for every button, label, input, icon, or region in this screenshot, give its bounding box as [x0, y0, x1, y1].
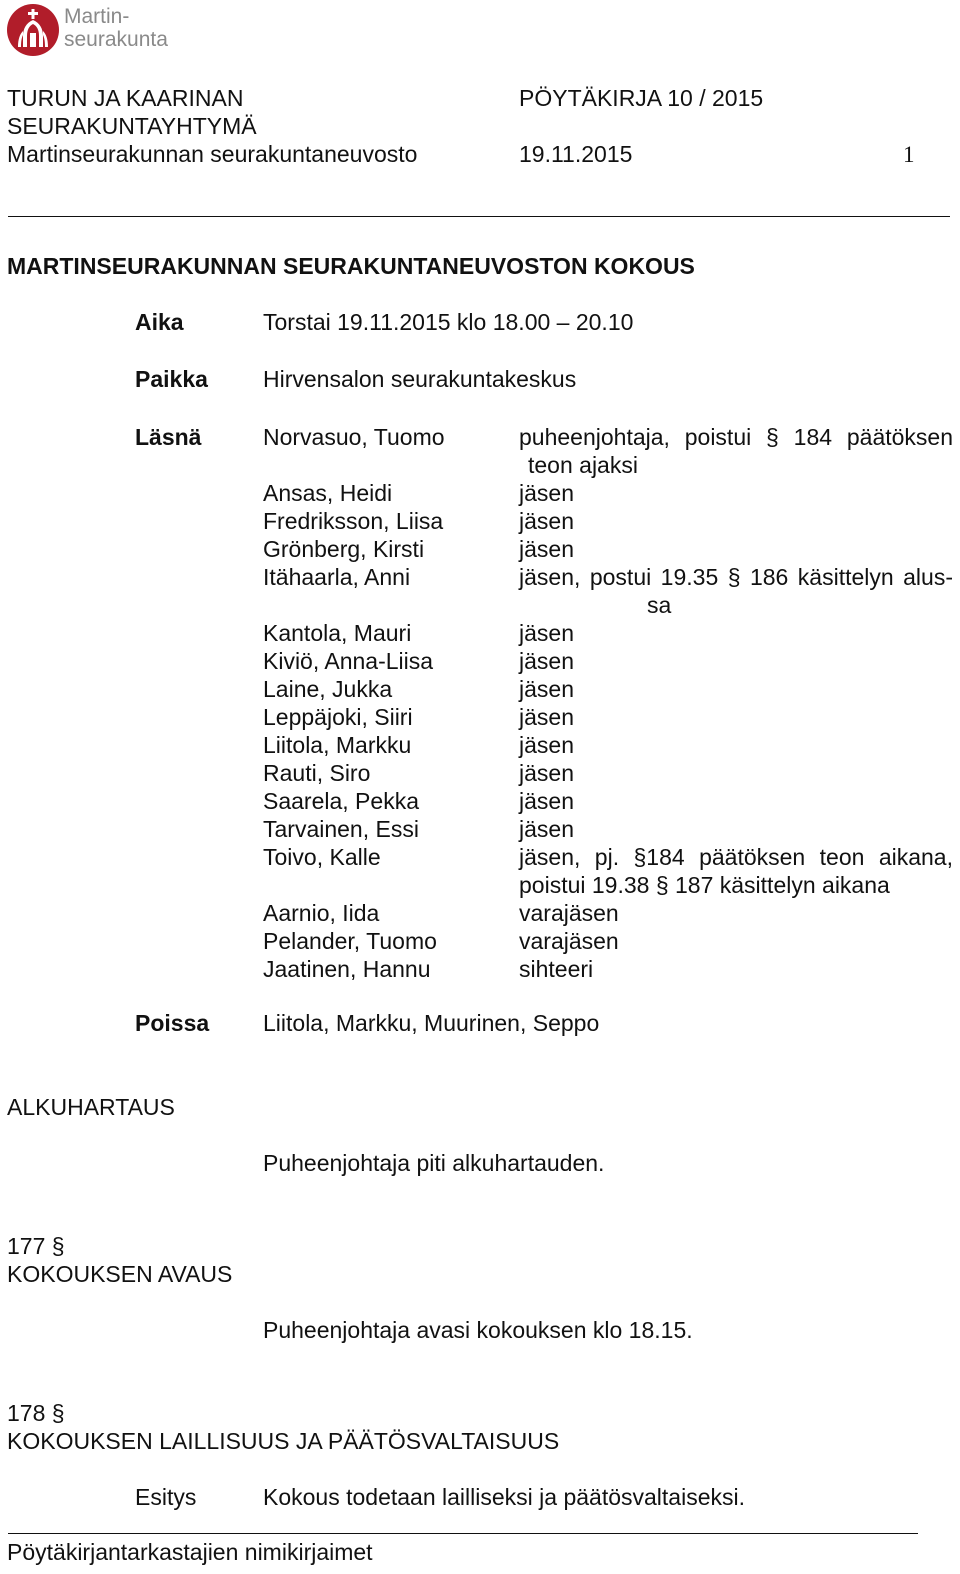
attendee-name: Tarvainen, Essi — [263, 816, 419, 842]
section-178-text: Kokous todetaan lailliseksi ja päätösvaltaiseksi. — [263, 1484, 745, 1510]
martinseurakunta-logo-icon — [6, 3, 60, 57]
attendee-role: jäsen, pj. §184 päätöksen teon aikana, — [519, 844, 953, 870]
attendee-role: jäsen — [519, 704, 574, 730]
section-178-label: Esitys — [135, 1484, 197, 1510]
poissa-label: Poissa — [135, 1010, 210, 1036]
aika-value: Torstai 19.11.2015 klo 18.00 – 20.10 — [263, 309, 634, 335]
document-title: PÖYTÄKIRJA 10 / 2015 — [519, 85, 764, 111]
paikka-value: Hirvensalon seurakuntakeskus — [263, 366, 577, 392]
attendee-name: Laine, Jukka — [263, 676, 393, 702]
attendee-name: Fredriksson, Liisa — [263, 508, 444, 534]
attendee-role: jäsen — [519, 676, 574, 702]
document-date: 19.11.2015 — [519, 141, 633, 167]
attendee-role: jäsen — [519, 536, 574, 562]
attendee-name: Rauti, Siro — [263, 760, 371, 786]
attendee-role-continued: poistui 19.38 § 187 käsittelyn aikana — [519, 872, 890, 898]
attendee-name: Leppäjoki, Siiri — [263, 704, 413, 730]
header-divider — [8, 216, 950, 217]
attendee-role: varajäsen — [519, 928, 619, 954]
attendee-name: Toivo, Kalle — [263, 844, 381, 870]
page-number: 1 — [903, 142, 915, 167]
logo-text-line1: Martin- — [64, 5, 130, 28]
governing-body: Martinseurakunnan seurakuntaneuvosto — [7, 141, 418, 167]
attendee-name: Kantola, Mauri — [263, 620, 412, 646]
attendee-role: jäsen — [519, 760, 574, 786]
attendee-name: Itähaarla, Anni — [263, 564, 411, 590]
attendee-name: Grönberg, Kirsti — [263, 536, 425, 562]
org-name-line1: TURUN JA KAARINAN — [7, 85, 244, 111]
footer-text: Pöytäkirjantarkastajien nimikirjaimet — [7, 1539, 373, 1565]
attendee-name: Jaatinen, Hannu — [263, 956, 431, 982]
org-name-line2: SEURAKUNTAYHTYMÄ — [7, 113, 257, 139]
attendee-name: Ansas, Heidi — [263, 480, 393, 506]
attendee-role: puheenjohtaja, poistui § 184 päätöksen — [519, 424, 953, 450]
attendee-role: jäsen — [519, 788, 574, 814]
paikka-label: Paikka — [135, 366, 208, 392]
attendee-name: Saarela, Pekka — [263, 788, 419, 814]
alkuhartaus-heading: ALKUHARTAUS — [7, 1094, 175, 1120]
section-177-text: Puheenjohtaja avasi kokouksen klo 18.15. — [263, 1317, 693, 1343]
attendee-name: Aarnio, Iida — [263, 900, 380, 926]
section-177-number: 177 § — [7, 1233, 65, 1259]
attendee-role: jäsen, postui 19.35 § 186 käsittelyn alus- — [519, 564, 953, 590]
attendee-name: Liitola, Markku — [263, 732, 412, 758]
attendee-role: jäsen — [519, 732, 574, 758]
logo-text-line2: seurakunta — [64, 28, 168, 51]
section-177-heading: KOKOUKSEN AVAUS — [7, 1261, 233, 1287]
poissa-value: Liitola, Markku, Muurinen, Seppo — [263, 1010, 600, 1036]
attendee-role-continued: sa — [647, 592, 672, 618]
attendee-role: jäsen — [519, 648, 574, 674]
lasna-label: Läsnä — [135, 424, 202, 450]
attendee-role: sihteeri — [519, 956, 594, 982]
attendee-name: Norvasuo, Tuomo — [263, 424, 445, 450]
attendee-role: varajäsen — [519, 900, 619, 926]
aika-label: Aika — [135, 309, 184, 335]
attendee-role: jäsen — [519, 620, 574, 646]
footer-divider — [8, 1533, 918, 1534]
attendee-role: jäsen — [519, 480, 574, 506]
attendee-name: Pelander, Tuomo — [263, 928, 437, 954]
section-178-heading: KOKOUKSEN LAILLISUUS JA PÄÄTÖSVALTAISUUS — [7, 1428, 560, 1454]
section-178-number: 178 § — [7, 1400, 65, 1426]
meeting-title: MARTINSEURAKUNNAN SEURAKUNTANEUVOSTON KOKOUS — [7, 253, 695, 279]
attendee-role: jäsen — [519, 816, 574, 842]
attendee-role: jäsen — [519, 508, 574, 534]
attendee-name: Kiviö, Anna-Liisa — [263, 648, 434, 674]
attendee-role-continued: teon ajaksi — [528, 452, 638, 478]
alkuhartaus-text: Puheenjohtaja piti alkuhartauden. — [263, 1150, 605, 1176]
